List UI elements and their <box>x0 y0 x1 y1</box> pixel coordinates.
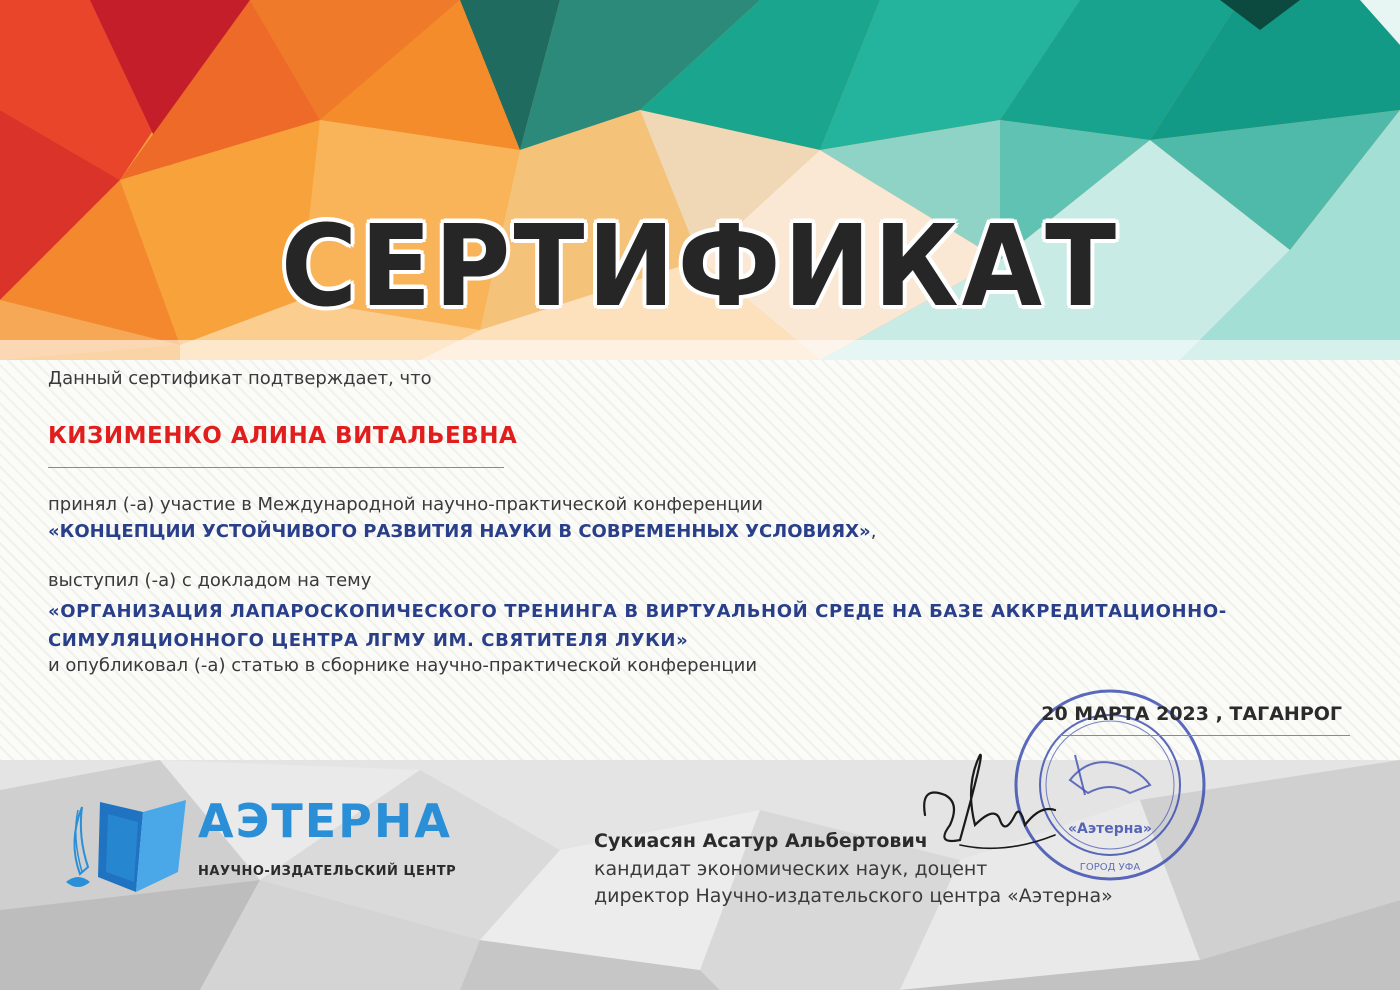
stamp-bottom-text: ГОРОД УФА <box>1079 862 1141 873</box>
conference-suffix: , <box>870 521 877 542</box>
publication-text: и опубликовал (-а) статью в сборнике научно-практической конференции <box>48 655 758 676</box>
publisher-logo-name: АЭТЕРНА <box>198 794 452 848</box>
topic-line-1: «ОРГАНИЗАЦИЯ ЛАПАРОСКОПИЧЕСКОГО ТРЕНИНГА В ВИРТУАЛЬНОЙ СРЕДЕ НА БАЗЕ АККРЕДИТАЦИОННО- <box>48 601 1227 622</box>
handwritten-signature <box>905 745 1075 875</box>
signatory-degree: кандидат экономических наук, доцент <box>594 858 988 880</box>
intro-text: Данный сертификат подтверждает, что <box>48 368 432 389</box>
certificate-title: СЕРТИФИКАТ <box>280 200 1120 332</box>
publisher-logo-icon <box>58 782 208 897</box>
publisher-logo-subtitle: НАУЧНО-ИЗДАТЕЛЬСКИЙ ЦЕНТР <box>198 864 457 879</box>
signatory-position: директор Научно-издательского центра «Аэтерна» <box>594 885 1113 907</box>
presentation-topic <box>48 597 1228 655</box>
name-underline <box>48 467 504 468</box>
signatory-name: Сукиасян Асатур Альбертович <box>594 830 928 852</box>
topic-line-2: СИМУЛЯЦИОННОГО ЦЕНТРА ЛГМУ ИМ. СВЯТИТЕЛЯ ЛУКИ» <box>48 630 689 651</box>
participation-text: принял (-а) участие в Международной научно-практической конференции <box>48 494 763 515</box>
conference-name <box>48 521 876 542</box>
date-underline <box>1060 735 1350 736</box>
date-and-place: 20 МАРТА 2023 , ТАГАНРОГ <box>1041 703 1342 725</box>
presentation-intro: выступил (-а) с докладом на тему <box>48 570 372 591</box>
recipient-name: КИЗИМЕНКО АЛИНА ВИТАЛЬЕВНА <box>48 423 518 449</box>
conference-title: «КОНЦЕПЦИИ УСТОЙЧИВОГО РАЗВИТИЯ НАУКИ В СОВРЕМЕННЫХ УСЛОВИЯХ» <box>48 521 871 542</box>
stamp-center-text: «Аэтерна» <box>1068 821 1152 837</box>
